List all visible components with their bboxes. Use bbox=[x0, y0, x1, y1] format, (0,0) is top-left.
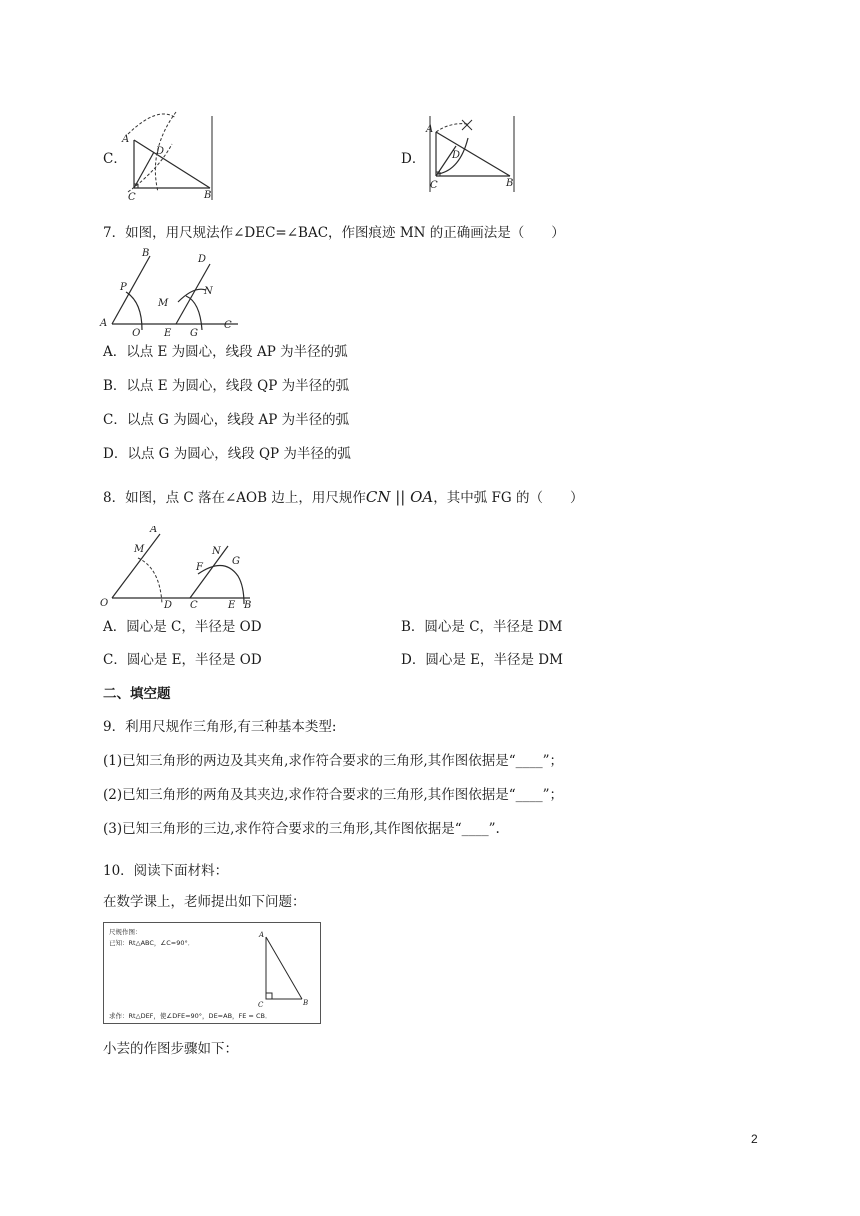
fig-q8-label-N: N bbox=[212, 546, 221, 557]
q10-after-text: 小芸的作图步骤如下： bbox=[103, 1041, 238, 1057]
construction-problem-box bbox=[103, 922, 321, 1024]
fig-q8-label-B: B bbox=[244, 600, 252, 611]
q8-option-c: C．圆心是 E，半径是 OD bbox=[103, 652, 262, 668]
q9-item-3: (3)已知三角形的三边,求作符合要求的三角形,其作图依据是“____”. bbox=[103, 821, 500, 837]
fig-q7-label-C: C bbox=[224, 320, 232, 331]
fig-d-label-D: D bbox=[452, 150, 461, 161]
fig-c-label-A: A bbox=[122, 134, 130, 145]
box-task: 求作：Rt△DEF，使∠DFE=90°，DE=AB，FE = CB． bbox=[109, 1012, 272, 1020]
q7-option-a: A．以点 E 为圆心，线段 AP 为半径的弧 bbox=[103, 344, 348, 360]
fig-q8-label-E: E bbox=[228, 600, 236, 611]
box-label-B: B bbox=[303, 999, 309, 1007]
q9-stem: 9．利用尺规作三角形,有三种基本类型: bbox=[103, 719, 337, 735]
fig-q7-label-M: M bbox=[158, 298, 169, 309]
fig-q8-label-D: D bbox=[164, 600, 173, 611]
q8-option-a: A．圆心是 C，半径是 OD bbox=[103, 619, 262, 635]
box-given: 已知：Rt△ABC，∠C=90°． bbox=[109, 939, 195, 947]
q10-intro: 在数学课上，老师提出如下问题： bbox=[103, 894, 306, 910]
q8-option-b: B．圆心是 C，半径是 DM bbox=[401, 619, 563, 635]
figure-q7 bbox=[98, 246, 240, 336]
q9-item-2: (2)已知三角形的两角及其夹边,求作符合要求的三角形,其作图依据是“____”； bbox=[103, 787, 564, 803]
figure-q8 bbox=[98, 526, 258, 612]
fig-c-label-B: B bbox=[204, 190, 212, 201]
fig-q8-label-C: C bbox=[190, 600, 198, 611]
fig-q7-label-N: N bbox=[204, 286, 213, 297]
section-fill-in-heading: 二、填空题 bbox=[103, 686, 171, 702]
q8-option-d: D．圆心是 E，半径是 DM bbox=[401, 652, 563, 668]
box-title: 尺规作图： bbox=[109, 928, 142, 936]
fig-q8-label-A: A bbox=[150, 526, 158, 535]
fig-d-label-C: C bbox=[430, 180, 438, 191]
box-label-C: C bbox=[258, 1001, 264, 1009]
q8-math: CN || OA bbox=[365, 488, 434, 506]
box-triangle-figure bbox=[252, 929, 312, 1009]
q7-option-b: B．以点 E 为圆心，线段 QP 为半径的弧 bbox=[103, 378, 350, 394]
fig-c-label-D: D bbox=[156, 146, 165, 157]
fig-q7-label-Q: Q bbox=[132, 328, 141, 336]
q7-option-c: C．以点 G 为圆心，线段 AP 为半径的弧 bbox=[103, 412, 350, 428]
q8-stem bbox=[103, 488, 583, 507]
fig-q8-label-O: O bbox=[100, 598, 109, 609]
page-number: 2 bbox=[751, 1132, 758, 1146]
q10-stem: 10．阅读下面材料： bbox=[103, 863, 229, 879]
fig-d-label-B: B bbox=[506, 178, 514, 189]
fig-c-label-C: C bbox=[128, 192, 136, 202]
fig-q7-label-E: E bbox=[164, 328, 172, 336]
fig-q7-label-G: G bbox=[190, 328, 198, 336]
fig-d-label-A: A bbox=[426, 124, 434, 135]
figure-option-d bbox=[420, 110, 520, 198]
q7-option-d: D．以点 G 为圆心，线段 QP 为半径的弧 bbox=[103, 446, 351, 462]
q8-stem-end: ，其中弧 FG 的（ ） bbox=[433, 490, 584, 506]
q9-item-1: (1)已知三角形的两边及其夹角,求作符合要求的三角形,其作图依据是“____”； bbox=[103, 753, 564, 769]
fig-q8-label-F: F bbox=[196, 562, 203, 573]
fig-q7-label-P: P bbox=[120, 282, 127, 293]
option-d-label: D． bbox=[401, 151, 426, 167]
q7-stem: 7．如图，用尺规法作∠DEC=∠BAC，作图痕迹 MN 的正确画法是（ ） bbox=[103, 225, 565, 241]
fig-q7-label-D: D bbox=[198, 254, 207, 265]
fig-q8-label-G: G bbox=[232, 556, 240, 567]
figure-option-c bbox=[118, 110, 218, 202]
option-c-label: C． bbox=[103, 151, 127, 167]
fig-q7-label-A: A bbox=[100, 318, 108, 329]
fig-q8-label-M: M bbox=[134, 544, 145, 555]
q8-stem-start: 8．如图，点 C 落在∠AOB 边上，用尺规作 bbox=[103, 490, 366, 506]
fig-q7-label-B: B bbox=[142, 248, 150, 259]
box-label-A: A bbox=[259, 931, 265, 939]
